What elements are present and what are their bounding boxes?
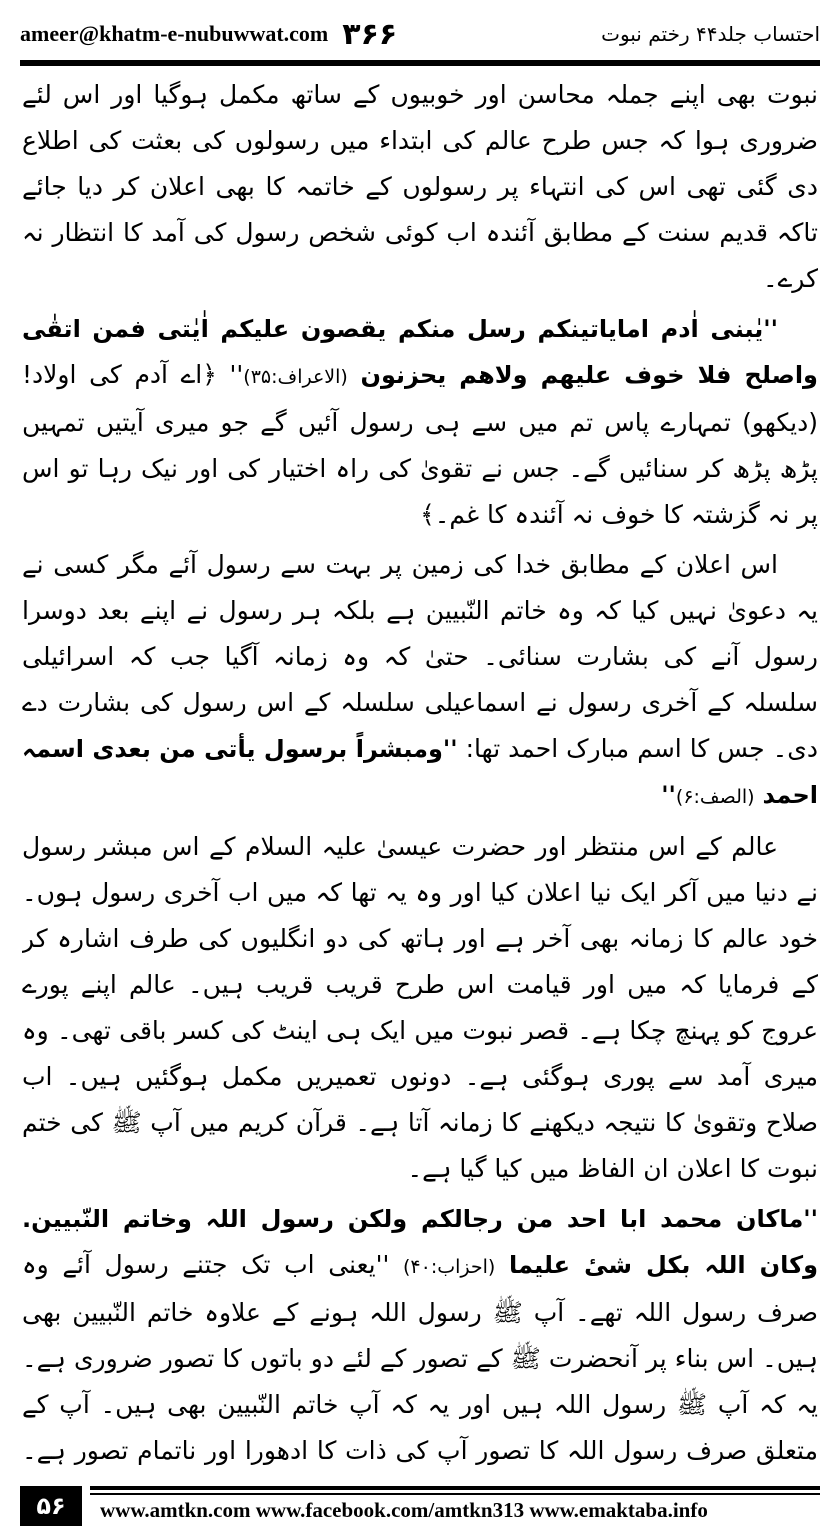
header-email[interactable]: ameer@khatm-e-nubuwwat.com [20,21,329,46]
translation-araf: '' ﴿اے آدم کی اولاد! (دیکھو) تمہارے پاس تم میں سے ہی رسول آئیں گے جو میری آیتیں تمہیں پڑھ پڑھ کر سنائیں گے۔ جس نے تقویٰ کی راہ اختیار کی اور نیک رہا تو اس پر نہ گزشتہ کا خوف نہ آئندہ کا غم۔﴾ [22,360,818,529]
reference-ahzab: (احزاب:۴۰) [403,1256,496,1278]
reference-araf: (الاعراف:۳۵) [243,366,348,388]
header-book-title: احتساب جلد۴۴ رختم نبوت [601,22,820,46]
paragraph-3 [22,542,818,820]
paragraph-5 [22,1196,818,1468]
footer-page-number: ۵۶ [20,1486,82,1526]
header-rule [20,60,820,66]
quote-close-saff: '' [661,781,676,809]
quran-quote-saff: ''ومبشراً برسول یأتی من بعدی اسمہ احمد [22,735,818,809]
header-page-number: ۳۶۶ [342,16,398,52]
paragraph-1 [22,72,818,302]
page-content [22,72,818,1468]
footer-rule-thin [90,1493,820,1495]
footer-links[interactable]: www.amtkn.com www.facebook.com/amtkn313 www.emaktaba.info [100,1498,708,1522]
paragraph-3-text: اس اعلان کے مطابق خدا کی زمین پر بہت سے رسول آئے مگر کسی نے یہ دعویٰ نہیں کیا کہ وہ خاتم النّبیین ہے بلکہ ہر رسول نے اپنے بعد دوسرا رسول آنے کی بشارت سنائی۔ حتیٰ کہ وہ زمانہ آگیا جب کہ اسرائیلی سلسلہ کے آخری رسول نے اسماعیلی سلسلہ کے اس رسول کی بشارت دے دی۔ جس کا اسم مبارک احمد تھا: [22,550,818,763]
paragraph-2 [22,306,818,538]
footer-rule-thick [90,1486,820,1490]
page-footer [20,1484,820,1530]
paragraph-1-text: نبوت بھی اپنے جملہ محاسن اور خوبیوں کے ساتھ مکمل ہوگیا اور اس لئے ضروری ہوا کہ جس طرح عالم کی ابتداء میں رسولوں کی بعثت کی اطلاع دی گئی تھی اس کی انتہاء پر رسولوں کے خاتمہ کا بھی اعلان کر دیا جائے تاکہ قدیم سنت کے مطابق آئندہ اب کوئی شخص رسول کی آمد کا انتظار نہ کرے۔ [22,80,818,293]
quran-quote-ahzab: ''ماکان محمد ابا احد من رجالکم ولکن رسول اللہ وخاتم النّبیین. وکان اللہ بکل شیٔ علیما [22,1205,818,1279]
paragraph-4 [22,824,818,1192]
paragraph-4-text: عالم کے اس منتظر اور حضرت عیسیٰ علیہ السلام کے اس مبشر رسول نے دنیا میں آکر ایک نیا اعلان کیا اور وہ یہ تھا کہ میں اب آخری رسول ہوں۔ خود عالم کا زمانہ بھی آخر ہے اور ہاتھ کی دو انگلیوں کی طرف اشارہ کر کے فرمایا کہ میں اور قیامت اس طرح قریب قریب ہیں۔ عالم اپنے پورے عروج کو پہنچ چکا ہے۔ قصر نبوت میں ایک ہی اینٹ کی کسر باقی تھی۔ وہ میری آمد سے پوری ہوگئی ہے۔ دونوں تعمیریں مکمل ہوگئیں ہیں۔ اب صلاح وتقویٰ کا نتیجہ دیکھنے کا زمانہ آتا ہے۔ قرآن کریم میں آپ ﷺ کی ختم نبوت کا اعلان ان الفاظ میں کیا گیا ہے۔ [22,832,818,1183]
translation-ahzab: ''یعنی اب تک جتنے رسول آئے وہ صرف رسول اللہ تھے۔ آپ ﷺ رسول اللہ ہونے کے علاوہ خاتم النّبیین بھی ہیں۔ اس بناء پر آنحضرت ﷺ کے تصور کے لئے دو باتوں کا تصور ضروری ہے۔ یہ کہ آپ ﷺ رسول اللہ ہیں اور یہ کہ آپ خاتم النّبیین بھی ہیں۔ آپ کے متعلق صرف رسول اللہ کا تصور آپ کی ذات کا ادھورا اور ناتمام تصور ہے۔ [22,1250,818,1465]
reference-saff: (الصف:۶) [675,786,755,808]
page-header [20,14,820,54]
header-left [20,17,397,52]
quran-quote-araf: ''یٰبنی اٰدم امایاتینکم رسل منکم یقصون علیکم اٰیٰتی فمن اتقٰی واصلح فلا خوف علیھم ولاھم یحزنون [22,315,818,389]
